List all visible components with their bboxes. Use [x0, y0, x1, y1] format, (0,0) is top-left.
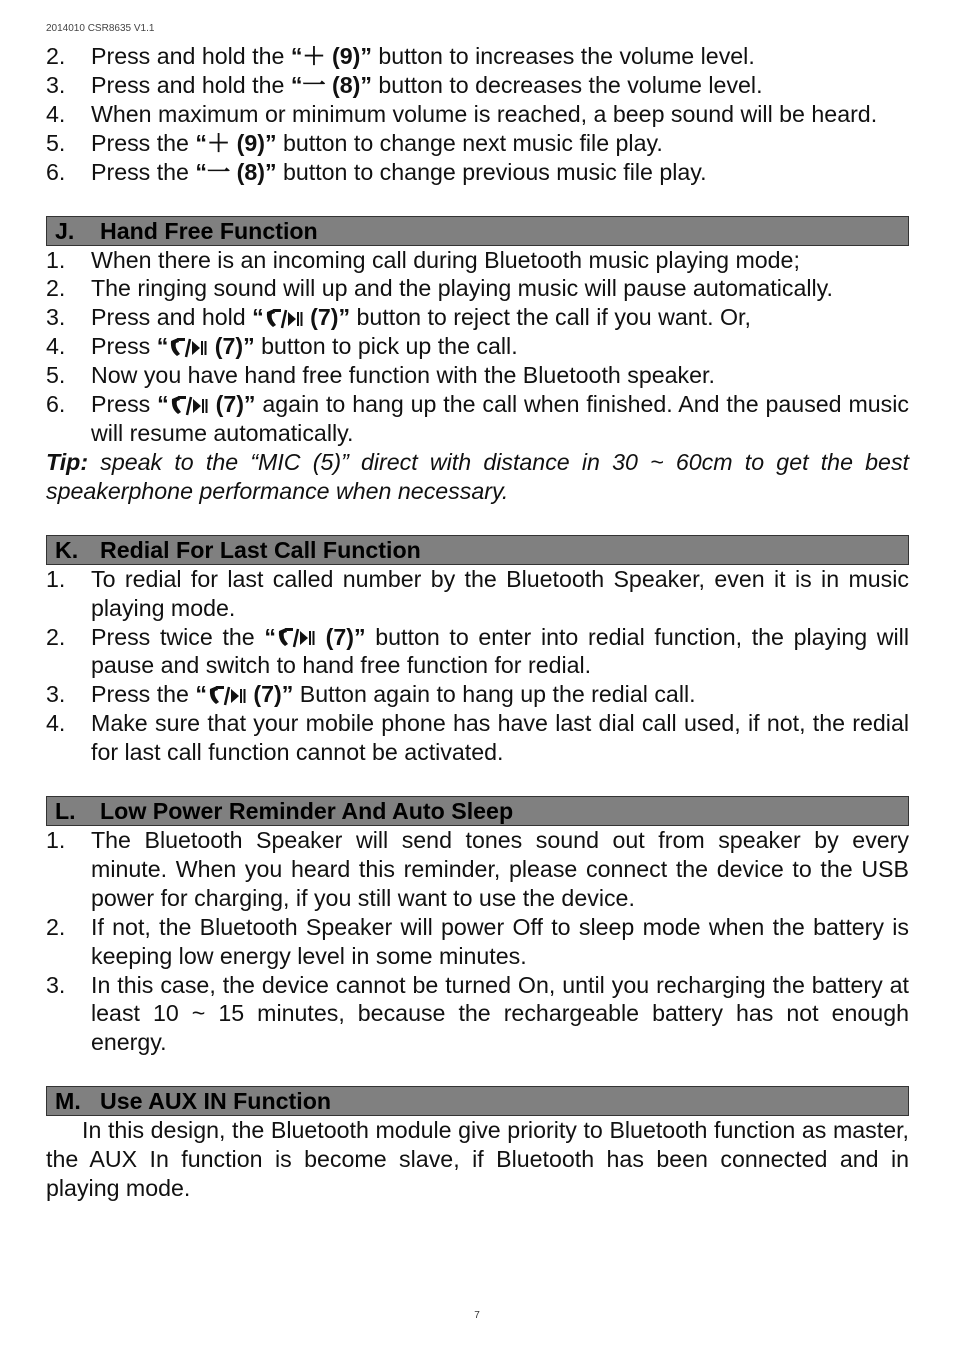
button-number: (7)” [208, 333, 255, 360]
list-item: 5. Now you have hand free function with the Bluetooth speaker. [46, 362, 715, 389]
list-item: 2. Press twice the “ (7)” button to enter into redial function, the playing will pause and switch to hand free function for redial. [46, 623, 909, 679]
hand-free-list [46, 246, 909, 448]
doc-header: 2014010 CSR8635 V1.1 [46, 23, 155, 34]
open-quote: “ [156, 333, 169, 360]
section-header-redial: K. Redial For Last Call Function [46, 535, 909, 565]
section-header-aux: M. Use AUX IN Function [46, 1086, 909, 1116]
list-item: 4. When maximum or minimum volume is reached, a beep sound will be heard. [46, 100, 878, 127]
list-item: 4. Press “ (7)” button to pick up the call. [46, 333, 518, 360]
phone-play-pause-icon [264, 304, 304, 330]
open-quote: “ [264, 623, 276, 650]
phone-play-pause-icon [207, 681, 247, 707]
section-header-hand-free: J. Hand Free Function [46, 216, 909, 246]
redial-list [46, 565, 909, 767]
manual-page [46, 42, 909, 1203]
button-number: (7)” [315, 623, 366, 650]
phone-button-label [252, 304, 350, 330]
phone-play-pause-icon [168, 333, 208, 359]
phone-button-label [157, 391, 255, 417]
list-item: 3. In this case, the device cannot be turned On, until you recharging the battery at least 10 ~ 15 minutes, because the rechargeable battery has not enough energy. [46, 971, 909, 1056]
open-quote: “ [195, 681, 207, 708]
page-number: 7 [474, 1310, 480, 1321]
list-item: 3. Press and hold the “一 (8)” button to decreases the volume level. [46, 71, 763, 98]
open-quote: “ [252, 304, 264, 331]
phone-button-label [264, 624, 365, 650]
button-number: (7)” [208, 391, 256, 418]
list-item: 3. Press and hold “ (7)” button to reject the call if you want. Or, [46, 304, 751, 331]
tip-note: Tip: speak to the “MIC (5)” direct with distance in 30 ~ 60cm to get the best speakerphone performance when necessary. [46, 448, 909, 504]
list-item: 6. Press the “一 (8)” button to change previous music file play. [46, 158, 707, 185]
volume-list [46, 42, 909, 187]
list-item: 6. Press “ (7)” again to hang up the call when finished. And the paused music will resume automatically. [46, 391, 909, 446]
list-item: 2. Press and hold the “＋ (9)” button to increases the volume level. [46, 43, 755, 69]
list-item: 5. Press the “＋ (9)” button to change next music file play. [46, 129, 663, 156]
list-item: 2. The ringing sound will up and the playing music will pause automatically. [46, 275, 833, 302]
phone-play-pause-icon [169, 391, 209, 417]
list-item: 2. If not, the Bluetooth Speaker will power Off to sleep mode when the battery is keeping low energy level in some minutes. [46, 913, 909, 969]
section-header-low-power: L. Low Power Reminder And Auto Sleep [46, 796, 909, 826]
phone-button-label [157, 333, 255, 359]
list-item: 3. Press the “ (7)” Button again to hang up the redial call. [46, 681, 696, 708]
phone-play-pause-icon [276, 624, 316, 650]
list-item: 1. To redial for last called number by the Bluetooth Speaker, even it is in music playing mode. [46, 565, 909, 621]
button-number: (7)” [246, 681, 294, 708]
list-item: 1. The Bluetooth Speaker will send tones sound out from speaker by every minute. When you heard this reminder, please connect the device to the USB power for charging, if you still want to use the device. [46, 827, 909, 911]
list-item: 1. When there is an incoming call during Bluetooth music playing mode; [46, 246, 800, 273]
low-power-list [46, 826, 909, 1057]
open-quote: “ [157, 391, 169, 418]
aux-paragraph: In this design, the Bluetooth module give priority to Bluetooth function as master, the AUX In function is become slave, if Bluetooth has been connected and in playing mode. [46, 1117, 909, 1202]
list-item: 4. Make sure that your mobile phone has have last dial call used, if not, the redial for last call function cannot be activated. [46, 710, 909, 766]
button-number: (7)” [303, 304, 351, 331]
phone-button-label [195, 681, 293, 707]
